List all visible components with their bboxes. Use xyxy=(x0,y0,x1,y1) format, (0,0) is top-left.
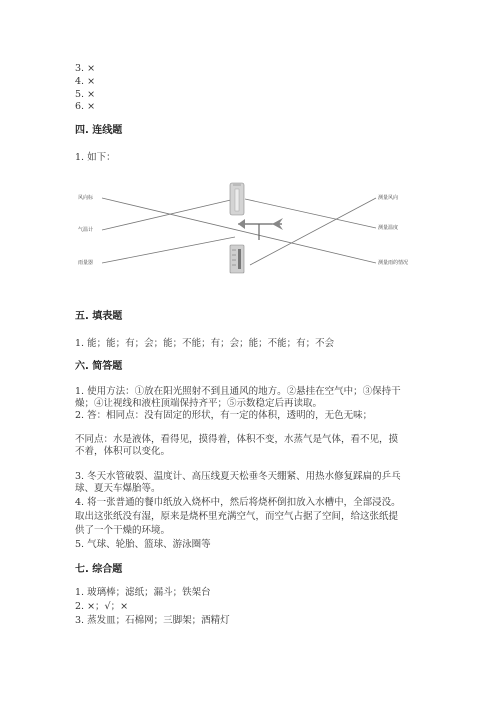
section-6-line: 取出这张纸没有湿，原来是烧杯里充满空气，而空气占据了空间，给这张纸提 xyxy=(75,511,399,522)
left-label-rain-gauge: 雨量器 xyxy=(78,260,94,266)
section-6-line: 2. 答：相同点：没有固定的形状，有一定的体积，透明的，无色无味； xyxy=(75,410,373,421)
section-7-line: 2. ×；√；× xyxy=(75,601,129,612)
answer-item-5: 5. × xyxy=(75,89,96,100)
answer-item-3: 3. × xyxy=(75,63,96,74)
section-6-line: 燥；④让视线和液柱顶端保持齐平；⑤示数稳定后再读取。 xyxy=(75,398,323,409)
section-6-line: 3. 冬天水管破裂、温度计、高压线夏天松垂冬天绷紧、用热水修复踩扁的乒乓 xyxy=(75,471,401,482)
right-label-temperature: 测量温度 xyxy=(378,225,399,231)
answer-item-6: 6. × xyxy=(75,101,96,112)
section-7-line: 1. 玻璃棒；滤纸；漏斗；铁架台 xyxy=(75,587,211,598)
section-7-line: 3. 蒸发皿；石棉网；三脚架；酒精灯 xyxy=(75,615,230,626)
left-label-wind-vane: 风向标 xyxy=(78,195,94,201)
section-6-line: 5. 气球、轮胎、篮球、游泳圈等 xyxy=(75,539,211,550)
section-6-line: 1. 使用方法：①放在阳光照射不到且通风的地方。②悬挂在空气中；③保持干 xyxy=(75,386,401,397)
section-5-heading: 五. 填表题 xyxy=(75,311,123,322)
link-line-2 xyxy=(102,199,235,230)
section-6-line: 不着，体积可以变化。 xyxy=(75,446,171,457)
rain-gauge-icon xyxy=(230,245,244,273)
section-7-heading: 七. 综合题 xyxy=(75,564,123,575)
link-line-5 xyxy=(250,198,376,265)
section-6-line: 球、夏天车爆胎等。 xyxy=(75,483,161,494)
section-6-line: 供了一个干燥的环境。 xyxy=(75,525,171,536)
right-label-rainfall: 测量雨的情况 xyxy=(378,260,409,266)
section-6-heading: 六. 简答题 xyxy=(75,361,123,372)
wind-vane-icon xyxy=(238,218,283,240)
section-4-heading: 四. 连线题 xyxy=(75,125,123,136)
answer-item-4: 4. × xyxy=(75,76,96,87)
left-label-thermometer: 气温计 xyxy=(78,227,94,233)
link-line-3 xyxy=(102,237,235,263)
section-4-intro: 1. 如下： xyxy=(75,152,116,163)
right-label-wind-direction: 测量风向 xyxy=(378,195,399,201)
section-5-answer: 1. 能；能；有；会；能；不能；有；会；能；不能；有；不会 xyxy=(75,338,335,349)
thermometer-box-icon xyxy=(230,183,244,215)
section-6-line: 不同点：水是液体，看得见，摸得着，体积不变，水蒸气是气体，看不见，摸 xyxy=(75,434,399,445)
section-6-line: 4. 将一张普通的餐巾纸放入烧杯中，然后将烧杯倒扣放入水槽中，全部浸没。 xyxy=(75,497,401,508)
